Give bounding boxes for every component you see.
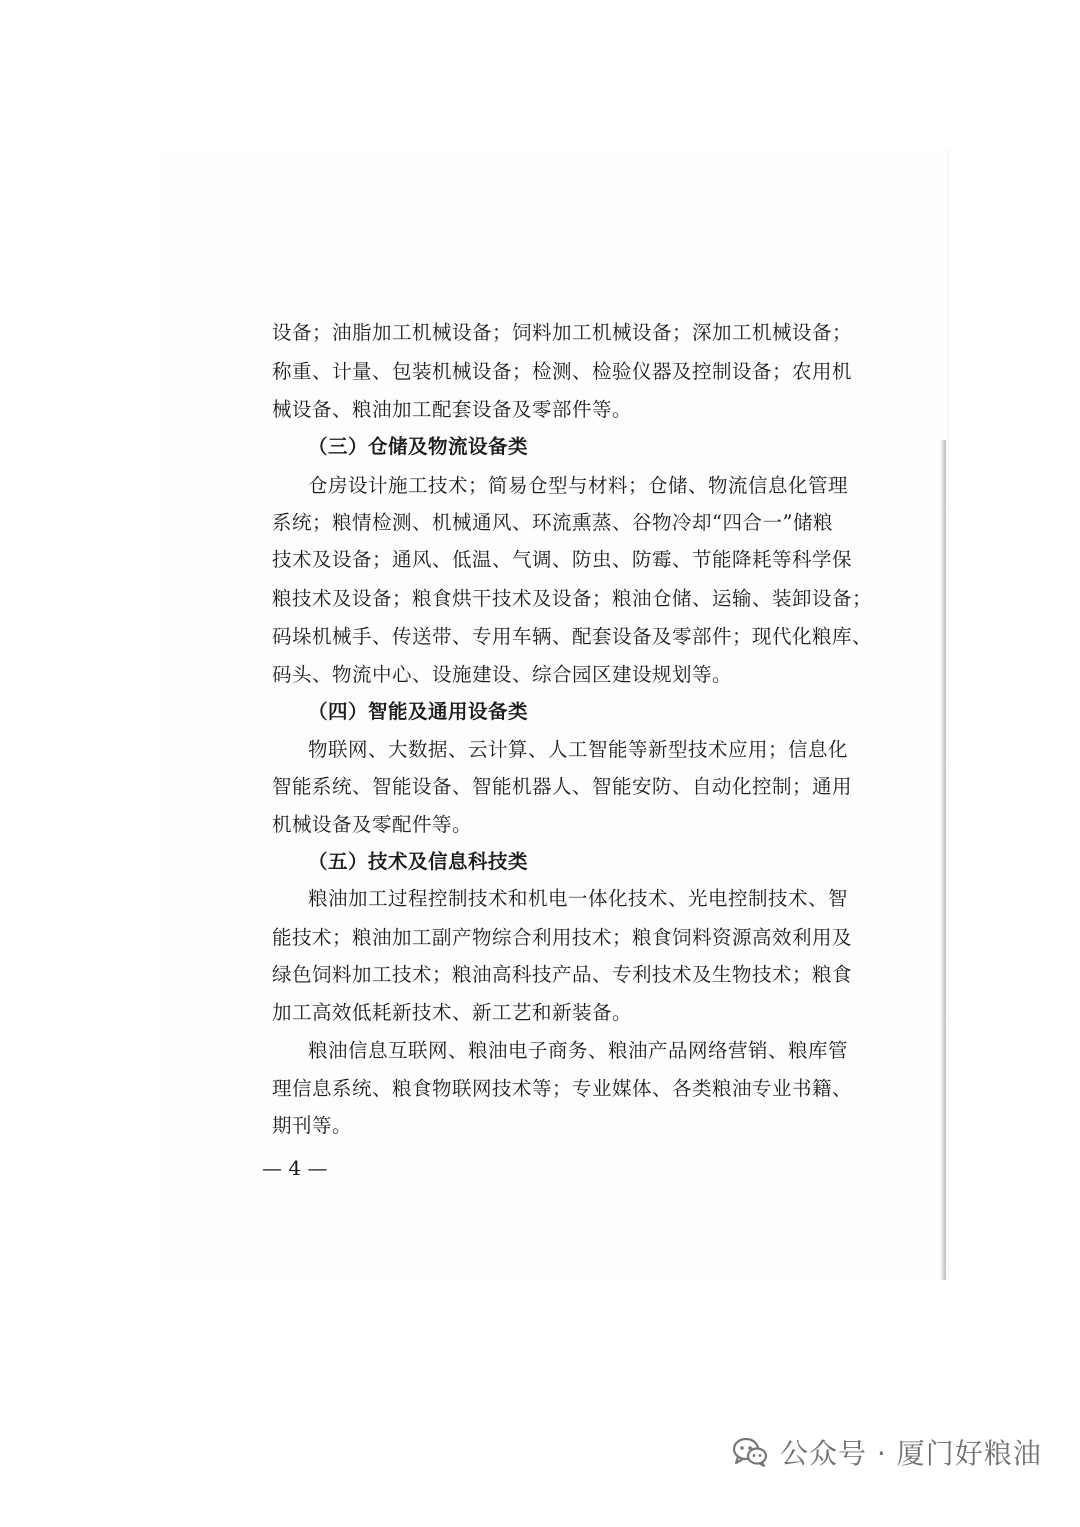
body-line: 粮技术及设备；粮食烘干技术及设备；粮油仓储、运输、装卸设备；	[272, 587, 873, 610]
body-line: 加工高效低耗新技术、新工艺和新装备。	[272, 1001, 633, 1024]
body-line: 智能系统、智能设备、智能机器人、智能安防、自动化控制；通用	[272, 775, 853, 798]
body-line: 码垛机械手、传送带、专用车辆、配套设备及零部件；现代化粮库、	[272, 625, 873, 648]
page-number: — 4 —	[262, 1156, 328, 1180]
body-line: 机械设备及零配件等。	[272, 813, 473, 836]
body-line: 期刊等。	[272, 1114, 353, 1137]
body-line: 称重、计量、包装机械设备；检测、检验仪器及控制设备；农用机	[272, 360, 853, 383]
wechat-icon	[732, 1436, 768, 1468]
body-line: 粮油加工过程控制技术和机电一体化技术、光电控制技术、智	[308, 887, 849, 910]
body-line: 设备；油脂加工机械设备；饲料加工机械设备；深加工机械设备；	[272, 321, 853, 344]
body-line: 械设备、粮油加工配套设备及零部件等。	[272, 398, 633, 421]
body-line: 绿色饲料加工技术；粮油高科技产品、专利技术及生物技术；粮食	[272, 963, 853, 986]
section-heading: （三）仓储及物流设备类	[308, 435, 529, 458]
body-line: 码头、物流中心、设施建设、综合园区建设规划等。	[272, 663, 733, 686]
watermark-text: 公众号 · 厦门好粮油	[780, 1437, 1042, 1470]
page-edge-shadow	[940, 440, 946, 1280]
body-line: 物联网、大数据、云计算、人工智能等新型技术应用；信息化	[308, 738, 849, 761]
scanned-page	[160, 150, 948, 1278]
body-line: 系统；粮情检测、机械通风、环流熏蒸、谷物冷却“四合一”储粮	[272, 511, 833, 534]
section-heading: （五）技术及信息科技类	[308, 850, 529, 873]
watermark	[732, 1432, 1042, 1472]
body-line: 理信息系统、粮食物联网技术等；专业媒体、各类粮油专业书籍、	[272, 1077, 853, 1100]
body-line: 技术及设备；通风、低温、气调、防虫、防霉、节能降耗等科学保	[272, 548, 853, 571]
section-heading: （四）智能及通用设备类	[308, 700, 529, 723]
body-line: 能技术；粮油加工副产物综合利用技术；粮食饲料资源高效利用及	[272, 926, 853, 949]
body-line: 粮油信息互联网、粮油电子商务、粮油产品网络营销、粮库管	[308, 1039, 849, 1062]
body-line: 仓房设计施工技术；简易仓型与材料；仓储、物流信息化管理	[308, 474, 849, 497]
